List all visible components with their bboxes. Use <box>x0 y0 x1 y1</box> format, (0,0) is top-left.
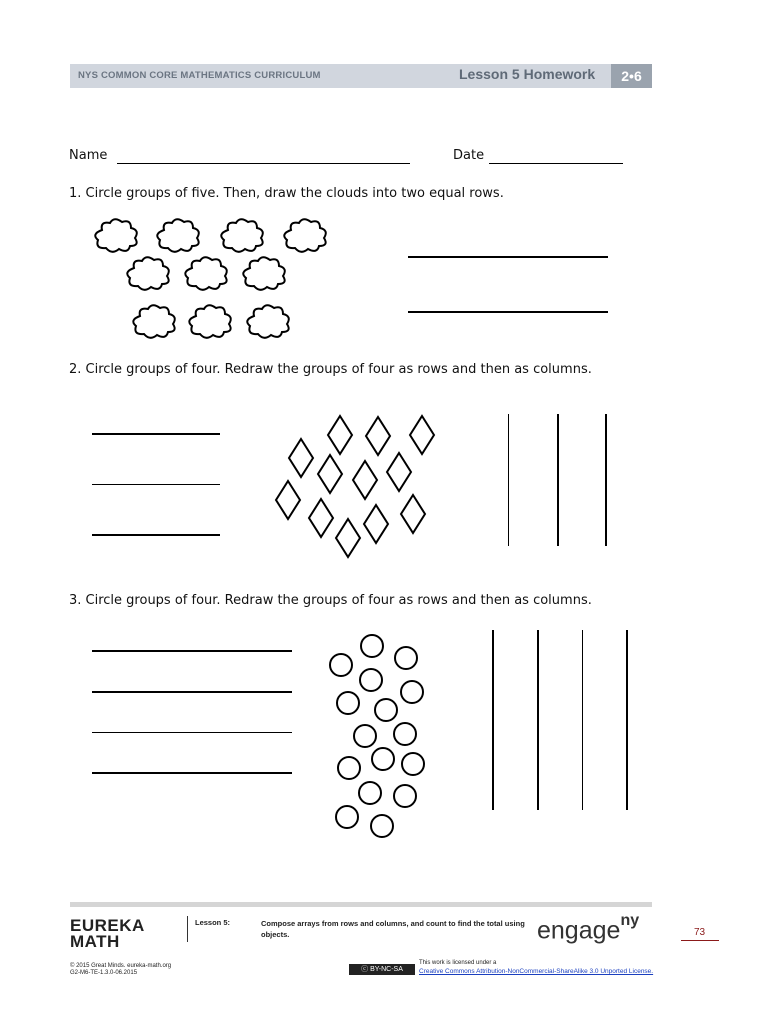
date-label: Date <box>453 148 485 163</box>
cloud-shape <box>221 219 263 252</box>
cloud-shape <box>189 305 231 338</box>
diamond-shape <box>318 455 342 493</box>
diamond-shape <box>276 481 300 519</box>
cc-license-badge: ⓒ BY-NC-SA <box>349 964 415 975</box>
license-prefix: This work is licensed under a <box>419 960 497 966</box>
lesson-title: Lesson 5 Homework <box>459 66 596 82</box>
cloud-shape <box>157 219 199 252</box>
logo-line-1: EUREKA <box>70 916 145 935</box>
diamond-shape <box>336 519 360 557</box>
page-number-underline <box>681 940 719 941</box>
circle-shape <box>361 635 383 657</box>
circle-shape <box>401 681 423 703</box>
circle-shape <box>371 815 393 837</box>
circle-shape <box>372 748 394 770</box>
footer-lesson-description: Compose arrays from rows and columns, and count to find the total using objects. <box>261 919 525 939</box>
diamond-shape <box>289 439 313 477</box>
page-number: 73 <box>694 927 706 938</box>
circle-shape <box>394 785 416 807</box>
diamond-shape <box>309 499 333 537</box>
engageny-logo <box>537 912 640 945</box>
footer-divider <box>70 902 652 907</box>
circle-shape <box>359 782 381 804</box>
circle-shape <box>337 692 359 714</box>
circle-shape <box>336 806 358 828</box>
problem-2-text: 2. Circle groups of four. Redraw the groups of four as rows and then as columns. <box>69 362 592 377</box>
cloud-shape <box>127 257 169 290</box>
footer-vertical-divider <box>187 916 188 942</box>
diamond-shape <box>410 416 434 454</box>
circle-shape <box>394 723 416 745</box>
problem-3-text: 3. Circle groups of four. Redraw the groups of four as rows and then as columns. <box>69 593 592 608</box>
logo-line-2: MATH <box>70 932 120 951</box>
cloud-shape <box>133 305 175 338</box>
engage-text: engage <box>537 916 621 945</box>
diamond-shape <box>364 505 388 543</box>
circle-shape <box>395 647 417 669</box>
curriculum-title: NYS COMMON CORE MATHEMATICS CURRICULUM <box>78 70 321 81</box>
problem-1-text: 1. Circle groups of five. Then, draw the clouds into two equal rows. <box>69 186 504 201</box>
diamond-shape <box>387 453 411 491</box>
footer-lesson-label: Lesson 5: <box>195 918 231 927</box>
diamond-shape <box>328 416 352 454</box>
circle-shape <box>375 699 397 721</box>
cloud-shape <box>95 219 137 252</box>
cloud-shape <box>243 257 285 290</box>
circle-shape <box>402 753 424 775</box>
cloud-shape <box>185 257 227 290</box>
circle-shape <box>330 654 352 676</box>
grade-module-badge: 2•6 <box>611 64 652 88</box>
name-label: Name <box>69 148 108 163</box>
circle-shape <box>360 669 382 691</box>
circle-shape <box>354 725 376 747</box>
eureka-math-logo <box>70 918 145 950</box>
license-link[interactable]: Creative Commons Attribution-NonCommercial-ShareAlike 3.0 Unported License. <box>419 968 654 975</box>
diamond-shape <box>353 461 377 499</box>
diamond-shape <box>401 495 425 533</box>
diamond-shape <box>366 417 390 455</box>
copyright-text: © 2015 Great Minds. eureka-math.org <box>70 963 172 969</box>
cloud-shape <box>247 305 289 338</box>
document-code: G2-M6-TE-1.3.0-06.2015 <box>70 970 138 976</box>
badge-text: BY-NC-SA <box>370 966 403 973</box>
cloud-shape <box>284 219 326 252</box>
ny-text: ny <box>620 912 640 929</box>
circle-shape <box>338 757 360 779</box>
